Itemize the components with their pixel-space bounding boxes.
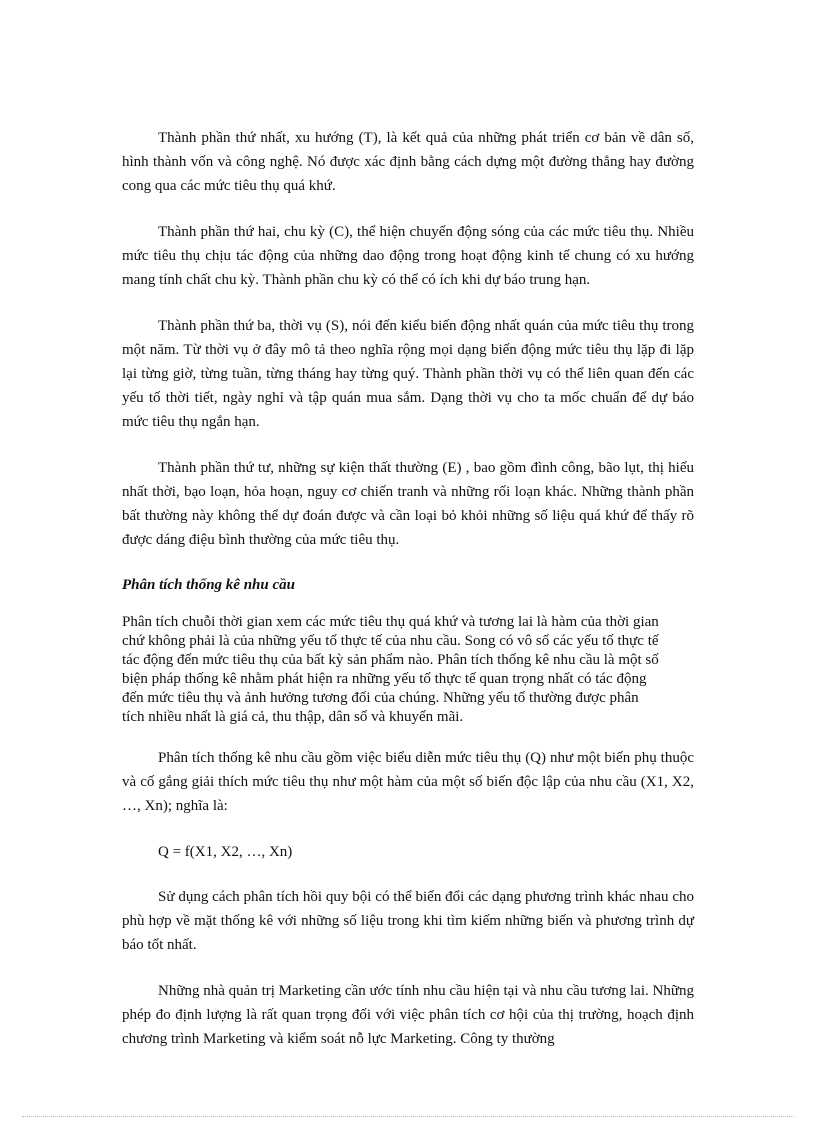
intro-line: Phân tích chuỗi thời gian xem các mức tiêu thụ quá khứ và tương lai là hàm của thời gian <box>122 614 659 630</box>
intro-line: biện pháp thống kê nhằm phát hiện ra những yếu tố thực tế quan trọng nhất có tác động <box>122 671 647 687</box>
paragraph-irregular-events: Thành phần thứ tư, những sự kiện thất thường (E) , bao gồm đình công, bão lụt, thị hiếu nhất thời, bạo loạn, hỏa hoạn, nguy cơ chiến tranh và những rối loạn khác. Những thành phần bất thường này không thể dự đoán được và cần loại bỏ khỏi những số liệu quá khứ để thấy rõ được dáng điệu bình thường của mức tiêu thụ. <box>122 460 694 548</box>
paragraph-trend: Thành phần thứ nhất, xu hướng (T), là kết quả của những phát triển cơ bản về dân số, hình thành vốn và công nghệ. Nó được xác định bằng cách dựng một đường thẳng hay đường cong qua các mức tiêu thụ quá khứ. <box>122 130 694 194</box>
paragraph-time-series-intro <box>122 613 694 727</box>
paragraph-demand-variables: Phân tích thống kê nhu cầu gồm việc biểu diễn mức tiêu thụ (Q) như một biến phụ thuộc và cố gắng giải thích mức tiêu thụ như một hàm của một số biến độc lập của nhu cầu (X1, X2, …, Xn); nghĩa là: <box>122 750 694 814</box>
page-bottom-divider <box>22 1116 794 1117</box>
intro-line: tác động đến mức tiêu thụ của bất kỳ sản phẩm nào. Phân tích thống kê nhu cầu là một số <box>122 652 659 668</box>
intro-line: chứ không phải là của những yếu tố thực tế của nhu cầu. Song có vô số các yếu tố thực tế <box>122 633 659 649</box>
section-heading: Phân tích thống kê nhu cầu <box>122 577 295 593</box>
intro-line: tích nhiều nhất là giá cả, thu thập, dân số và khuyến mãi. <box>122 709 464 725</box>
intro-line: đến mức tiêu thụ và ảnh hưởng tương đối của chúng. Những yếu tố thường được phân <box>122 690 639 706</box>
demand-formula: Q = f(X1, X2, …, Xn) <box>158 844 293 860</box>
paragraph-season: Thành phần thứ ba, thời vụ (S), nói đến kiểu biến động nhất quán của mức tiêu thụ trong một năm. Từ thời vụ ở đây mô tả theo nghĩa rộng mọi dạng biến động mức tiêu thụ lặp đi lặp lại từng giờ, từng tuần, từng tháng hay từng quý. Thành phần thời vụ có thể liên quan đến các yếu tố thời tiết, ngày nghỉ và tập quán mua sắm. Dạng thời vụ cho ta mốc chuẩn để dự báo mức tiêu thụ ngắn hạn. <box>122 318 694 430</box>
paragraph-cycle: Thành phần thứ hai, chu kỳ (C), thể hiện chuyển động sóng của các mức tiêu thụ. Nhiều mức tiêu thụ chịu tác động của những dao động trong hoạt động kinh tế chung có xu hướng mang tính chất chu kỳ. Thành phần chu kỳ có thể có ích khi dự báo trung hạn. <box>122 224 694 288</box>
paragraph-marketing-managers: Những nhà quản trị Marketing cần ước tính nhu cầu hiện tại và nhu cầu tương lai. Những phép đo định lượng là rất quan trọng đối với việc phân tích cơ hội của thị trường, hoạch định chương trình Marketing và kiểm soát nỗ lực Marketing. Công ty thường <box>122 983 694 1047</box>
paragraph-multiple-regression: Sử dụng cách phân tích hồi quy bội có thể biến đổi các dạng phương trình khác nhau cho phù hợp về mặt thống kê với những số liệu trong khi tìm kiếm những biến và phương trình dự báo tốt nhất. <box>122 889 694 953</box>
